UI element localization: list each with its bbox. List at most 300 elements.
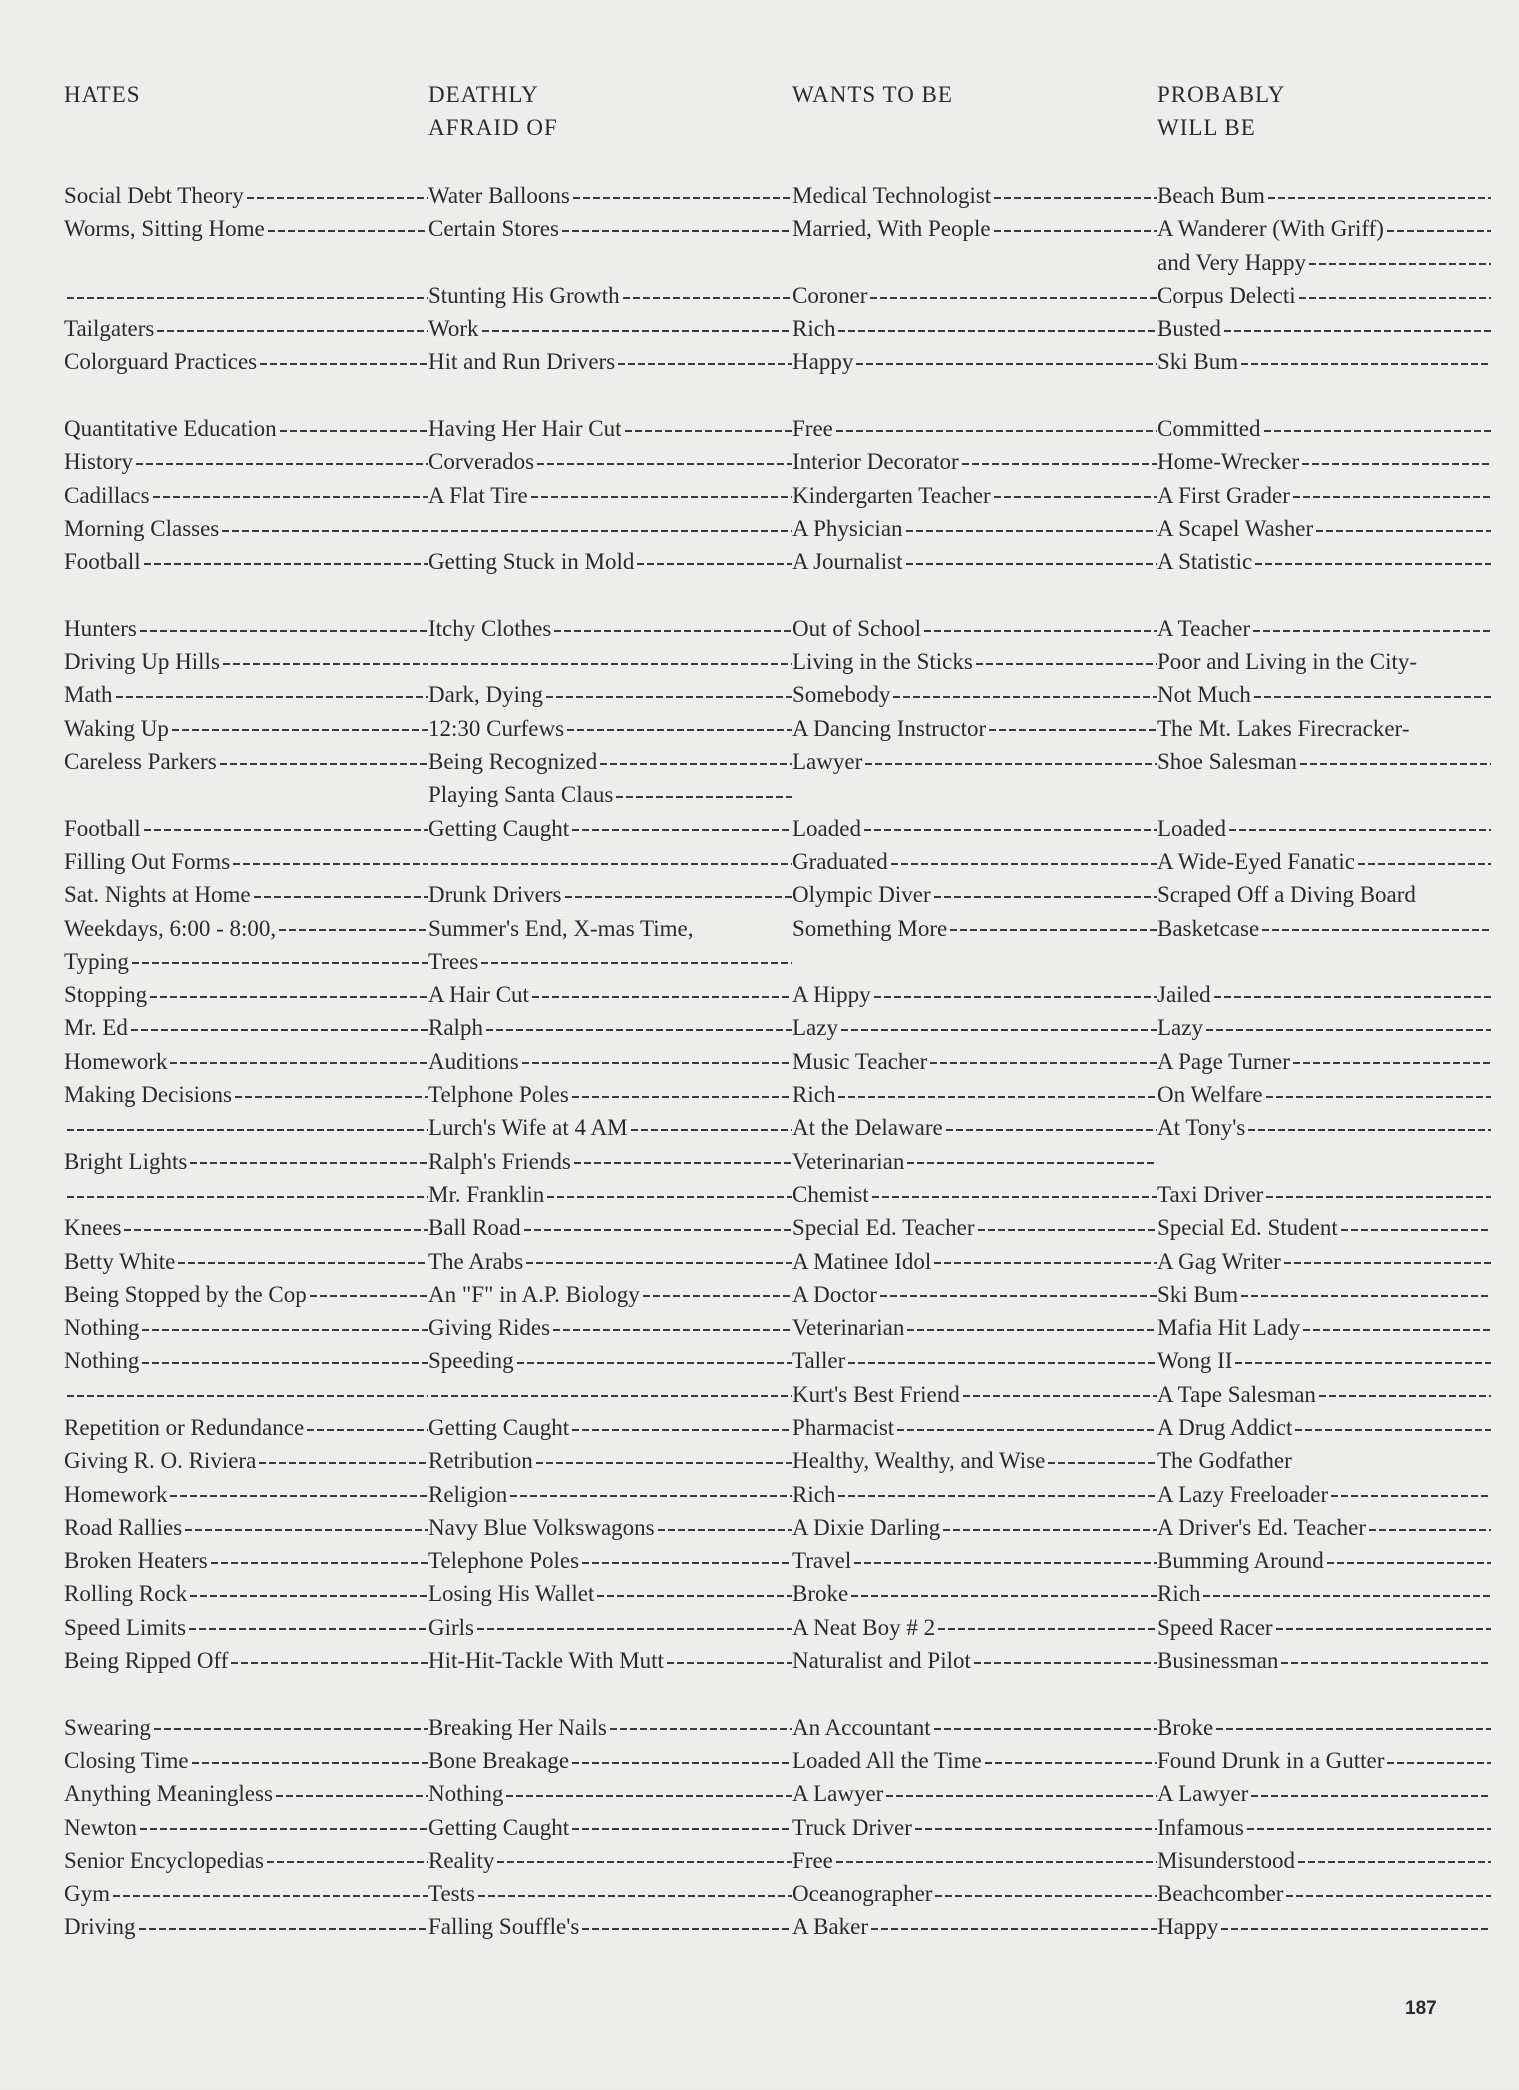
dash-leader [279,929,428,931]
dash-leader [1248,1129,1491,1131]
cell-wants-to-be [792,645,1157,678]
table-row [0,1711,1519,1744]
cell-afraid-of [428,179,792,212]
cell-afraid-of [428,645,792,678]
dash-leader [142,1329,428,1331]
cell-text: Travel [792,1548,852,1574]
cell-wants-to-be [792,1178,1157,1211]
cell-text: Infamous [1157,1814,1244,1840]
dash-leader [510,1495,792,1497]
dash-leader [616,796,792,798]
cell-afraid-of [428,1311,792,1344]
cell-text: Drunk Drivers [428,882,562,908]
cell-wants-to-be [792,1278,1157,1311]
dash-leader [667,1662,792,1664]
cell-wants-to-be [792,878,1157,911]
dash-leader [185,1529,428,1531]
cell-afraid-of [428,1411,792,1444]
cell-text: A First Grader [1157,482,1290,508]
cell-hates [64,1078,428,1111]
cell-wants-to-be [792,1811,1157,1844]
dash-leader [891,863,1157,865]
cell-will-be [1157,712,1491,745]
cell-text: A Statistic [1157,549,1253,575]
table-row [0,1444,1519,1477]
cell-will-be [1157,778,1491,811]
cell-hates [64,712,428,745]
cell-will-be [1157,812,1491,845]
cell-will-be [1157,1245,1491,1278]
cell-text: A Dixie Darling [792,1514,941,1540]
dash-leader [838,1495,1157,1497]
cell-text: Losing His Wallet [428,1581,595,1607]
cell-text: Mafia Hit Lady [1157,1315,1301,1341]
cell-wants-to-be [792,345,1157,378]
cell-hates [64,545,428,578]
table-row [0,1544,1519,1577]
cell-text: On Welfare [1157,1082,1263,1108]
cell-text: Morning Classes [64,515,220,541]
cell-text: Being Ripped Off [64,1648,229,1674]
cell-hates [64,1644,428,1677]
cell-hates [64,1711,428,1744]
dash-leader [934,896,1157,898]
cell-wants-to-be [792,978,1157,1011]
cell-wants-to-be [792,612,1157,645]
cell-will-be [1157,345,1491,378]
cell-text: Typing [64,948,129,974]
dash-leader [67,1196,428,1198]
dash-leader [67,297,428,299]
cell-afraid-of [428,1877,792,1910]
dash-leader [637,563,792,565]
cell-text: Special Ed. Teacher [792,1215,975,1241]
cell-hates [64,312,428,345]
cell-hates [64,1278,428,1311]
cell-text: Loaded All the Time [792,1747,982,1773]
cell-afraid-of [428,512,792,545]
cell-text: Found Drunk in a Gutter [1157,1747,1385,1773]
cell-text: A Baker [792,1914,869,1940]
cell-text: Something More [792,915,948,941]
table-row [0,1211,1519,1244]
cell-will-be [1157,1811,1491,1844]
cell-wants-to-be [792,1744,1157,1777]
dash-leader [935,1895,1157,1897]
cell-wants-to-be [792,1378,1157,1411]
dash-leader [851,1595,1157,1597]
cell-afraid-of [428,1711,792,1744]
table-row [0,1278,1519,1311]
dash-leader [1295,1429,1491,1431]
cell-hates [64,179,428,212]
table-row [0,1777,1519,1810]
cell-text: Bone Breakage [428,1747,570,1773]
section-spacer [0,1677,1519,1710]
cell-text: Football [64,815,141,841]
cell-text: The Mt. Lakes Firecracker- [1157,715,1410,741]
dash-leader [222,530,428,532]
cell-hates [64,745,428,778]
cell-text: Rich [792,1082,836,1108]
cell-text: Anything Meaningless [64,1781,273,1807]
cell-text: Special Ed. Student [1157,1215,1338,1241]
cell-text: Giving R. O. Riviera [64,1448,257,1474]
dash-leader [531,496,792,498]
cell-text: A Teacher [1157,615,1251,641]
cell-text: Coroner [792,282,868,308]
table-row [0,1478,1519,1511]
cell-will-be [1157,1844,1491,1877]
cell-text: Married, With People [792,216,991,242]
dash-leader [1298,1861,1491,1863]
cell-text: Betty White [64,1248,176,1274]
cell-hates [64,1844,428,1877]
dash-leader [1224,330,1491,332]
cell-text: Loaded [1157,815,1226,841]
cell-text: Ball Road [428,1215,521,1241]
dash-leader [886,1795,1157,1797]
cell-text: A Lawyer [1157,1781,1249,1807]
cell-hates [64,512,428,545]
dash-leader [1293,496,1491,498]
cell-wants-to-be [792,1711,1157,1744]
dash-leader [1255,563,1491,565]
cell-text: Wong II [1157,1348,1233,1374]
dash-leader [974,1662,1157,1664]
dash-leader [307,1429,428,1431]
cell-text: A Driver's Ed. Teacher [1157,1514,1367,1540]
cell-text: Not Much [1157,682,1251,708]
cell-wants-to-be [792,312,1157,345]
cell-will-be [1157,1344,1491,1377]
cell-text: A Lazy Freeloader [1157,1481,1329,1507]
dash-leader [431,1395,792,1397]
cell-text: Making Decisions [64,1082,233,1108]
cell-wants-to-be [792,1411,1157,1444]
cell-wants-to-be [792,945,1157,978]
cell-wants-to-be [792,1611,1157,1644]
cell-text: Water Balloons [428,183,570,208]
cell-text: Trees [428,948,479,974]
cell-text: Stopping [64,982,148,1008]
header-probably-line1: PROBABLY [1157,82,1286,107]
dash-leader [572,829,792,831]
cell-text: Giving Rides [428,1315,551,1341]
cell-will-be [1157,745,1491,778]
dash-leader [144,563,428,565]
dash-leader [572,1429,792,1431]
cell-text: A Flat Tire [428,482,528,508]
cell-hates [64,978,428,1011]
cell-afraid-of [428,1811,792,1844]
dash-leader [943,1529,1157,1531]
cell-hates [64,1045,428,1078]
cell-text: Free [792,416,833,442]
dash-leader [934,1728,1157,1730]
cell-will-be [1157,1078,1491,1111]
dash-leader [643,1295,792,1297]
cell-wants-to-be [792,512,1157,545]
cell-text: Tests [428,1881,475,1907]
dash-leader [1247,1828,1491,1830]
cell-text: Certain Stores [428,216,559,242]
dash-leader [907,1162,1157,1164]
header-afraid-of [428,78,558,144]
cell-afraid-of [428,1011,792,1044]
cell-text: The Godfather [1157,1448,1292,1474]
cell-text: Senior Encyclopedias [64,1847,264,1873]
cell-will-be [1157,412,1491,445]
cell-afraid-of [428,878,792,911]
page-number: 187 [1405,1998,1437,2019]
dash-leader [1284,1262,1491,1264]
cell-will-be [1157,545,1491,578]
table-row [0,545,1519,578]
dash-leader [231,1662,428,1664]
cell-afraid-of [428,1145,792,1178]
dash-leader [1253,630,1491,632]
cell-afraid-of [428,1245,792,1278]
cell-hates [64,678,428,711]
dash-leader [1358,863,1491,865]
dash-leader [623,297,792,299]
table-row [0,1311,1519,1344]
dash-leader [132,962,428,964]
cell-hates [64,612,428,645]
dash-leader [142,1362,428,1364]
dash-leader [113,1895,428,1897]
cell-hates [64,1511,428,1544]
cell-text: History [64,449,133,475]
dash-leader [220,763,428,765]
cell-afraid-of [428,978,792,1011]
cell-will-be [1157,1744,1491,1777]
table-row [0,1111,1519,1144]
dash-leader [1254,696,1491,698]
dash-leader [989,729,1157,731]
dash-leader [572,1762,792,1764]
dash-leader [572,1096,792,1098]
cell-text: Nothing [428,1781,504,1807]
cell-text: A Journalist [792,549,903,575]
cell-text: Medical Technologist [792,183,992,208]
cell-text: Free [792,1847,833,1873]
table-row [0,1910,1519,1943]
table-row [0,279,1519,312]
table-row [0,1344,1519,1377]
cell-text: Ski Bum [1157,1281,1239,1307]
cell-wants-to-be [792,1777,1157,1810]
table-row [0,1078,1519,1111]
cell-text: Weekdays, 6:00 - 8:00, [64,915,277,941]
cell-text: Worms, Sitting Home [64,216,265,242]
cell-afraid-of [428,712,792,745]
cell-text: Chemist [792,1181,869,1207]
cell-text: Basketcase [1157,915,1260,941]
cell-will-be [1157,1311,1491,1344]
cell-hates [64,1611,428,1644]
dash-leader [154,1728,428,1730]
cell-will-be [1157,1644,1491,1677]
table-row [0,445,1519,478]
cell-wants-to-be [792,1078,1157,1111]
cell-text: Hit and Run Drivers [428,349,616,375]
cell-hates [64,1744,428,1777]
dash-leader [1251,1795,1491,1797]
cell-afraid-of [428,612,792,645]
cell-afraid-of [428,1777,792,1810]
cell-text: Hunters [64,615,137,641]
dash-leader [600,763,792,765]
cell-afraid-of [428,912,792,945]
dash-leader [150,996,428,998]
cell-will-be [1157,1544,1491,1577]
cell-text: Knees [64,1215,122,1241]
cell-wants-to-be [792,279,1157,312]
cell-afraid-of [428,246,792,279]
cell-text: Being Recognized [428,749,598,775]
cell-text: Somebody [792,682,891,708]
cell-text: Beachcomber [1157,1881,1284,1907]
cell-wants-to-be [792,678,1157,711]
cell-text: Poor and Living in the City- [1157,649,1418,675]
cell-hates [64,1877,428,1910]
cell-text: Veterinarian [792,1315,905,1341]
cell-afraid-of [428,1278,792,1311]
dash-leader [963,1395,1157,1397]
dash-leader [950,929,1157,931]
cell-will-be [1157,1111,1491,1144]
dash-leader [431,663,792,665]
dash-leader [486,1029,792,1031]
cell-will-be [1157,645,1491,678]
cell-text: Colorguard Practices [64,349,258,375]
cell-wants-to-be [792,1577,1157,1610]
cell-text: Swearing [64,1714,151,1740]
cell-wants-to-be [792,1011,1157,1044]
cell-will-be [1157,1178,1491,1211]
cell-wants-to-be [792,445,1157,478]
dash-leader [907,1329,1157,1331]
table-row [0,345,1519,378]
cell-text: Closing Time [64,1747,189,1773]
cell-will-be [1157,512,1491,545]
table-row [0,1744,1519,1777]
cell-text: Navy Blue Volkswagons [428,1514,655,1540]
cell-text: A Dancing Instructor [792,715,987,741]
dash-leader [1369,1529,1491,1531]
dash-leader [524,1229,792,1231]
cell-afraid-of [428,1478,792,1511]
dash-leader [924,630,1157,632]
cell-wants-to-be [792,1444,1157,1477]
dash-leader [915,1828,1157,1830]
cell-text: Businessman [1157,1648,1279,1674]
dash-leader [838,330,1157,332]
cell-text: Busted [1157,316,1221,342]
cell-text: Mr. Franklin [428,1181,545,1207]
cell-text: Taller [792,1348,846,1374]
dash-leader [532,996,792,998]
cell-hates [64,1544,428,1577]
cell-afraid-of [428,1111,792,1144]
dash-leader [1303,1329,1491,1331]
cell-will-be [1157,1378,1491,1411]
cell-text: Happy [792,349,854,375]
table-row [0,312,1519,345]
cell-will-be [1157,445,1491,478]
cell-wants-to-be [792,845,1157,878]
dash-leader [572,1828,792,1830]
cell-afraid-of [428,1378,792,1411]
cell-text: A Hippy [792,982,871,1008]
table-row [0,246,1519,279]
cell-text: Telephone Poles [428,1548,580,1574]
cell-afraid-of [428,1444,792,1477]
cell-wants-to-be [792,212,1157,245]
cell-text: Itchy Clothes [428,615,552,641]
cell-hates [64,812,428,845]
cell-text: 12:30 Curfews [428,715,565,741]
cell-text: Ralph's Friends [428,1148,571,1174]
cell-wants-to-be [792,545,1157,578]
dash-leader [962,463,1157,465]
cell-text: and Very Happy [1157,249,1307,275]
cell-text: Filling Out Forms [64,848,231,874]
cell-text: Graduated [792,848,888,874]
cell-text: Shoe Salesman [1157,749,1297,775]
cell-hates [64,212,428,245]
cell-text: Nothing [64,1315,140,1341]
dash-leader [140,630,428,632]
cell-afraid-of [428,312,792,345]
cell-text: Nothing [64,1348,140,1374]
cell-text: Rich [792,316,836,342]
cell-text: Being Stopped by the Cop [64,1281,307,1307]
cell-will-be [1157,1611,1491,1644]
dash-leader [1300,763,1491,765]
dash-leader [192,1762,428,1764]
dash-leader [1241,1295,1491,1297]
cell-hates [64,1478,428,1511]
table-row [0,812,1519,845]
cell-wants-to-be [792,912,1157,945]
cell-afraid-of [428,1211,792,1244]
dash-leader [946,1129,1157,1131]
cell-hates [64,912,428,945]
dash-leader [631,1129,792,1131]
dash-leader [597,1595,792,1597]
dash-leader [978,1229,1157,1231]
dash-leader [553,1329,792,1331]
cell-wants-to-be [792,812,1157,845]
dash-leader [431,863,792,865]
cell-text: Out of School [792,615,922,641]
cell-text: Home-Wrecker [1157,449,1300,475]
cell-will-be [1157,978,1491,1011]
cell-will-be [1157,246,1491,279]
dash-leader [1214,996,1491,998]
cell-text: Oceanographer [792,1881,933,1907]
dash-leader [157,330,428,332]
cell-afraid-of [428,845,792,878]
dash-leader [136,463,428,465]
cell-hates [64,1378,428,1411]
dash-leader [267,1861,428,1863]
cell-text: Bright Lights [64,1148,188,1174]
cell-hates [64,945,428,978]
